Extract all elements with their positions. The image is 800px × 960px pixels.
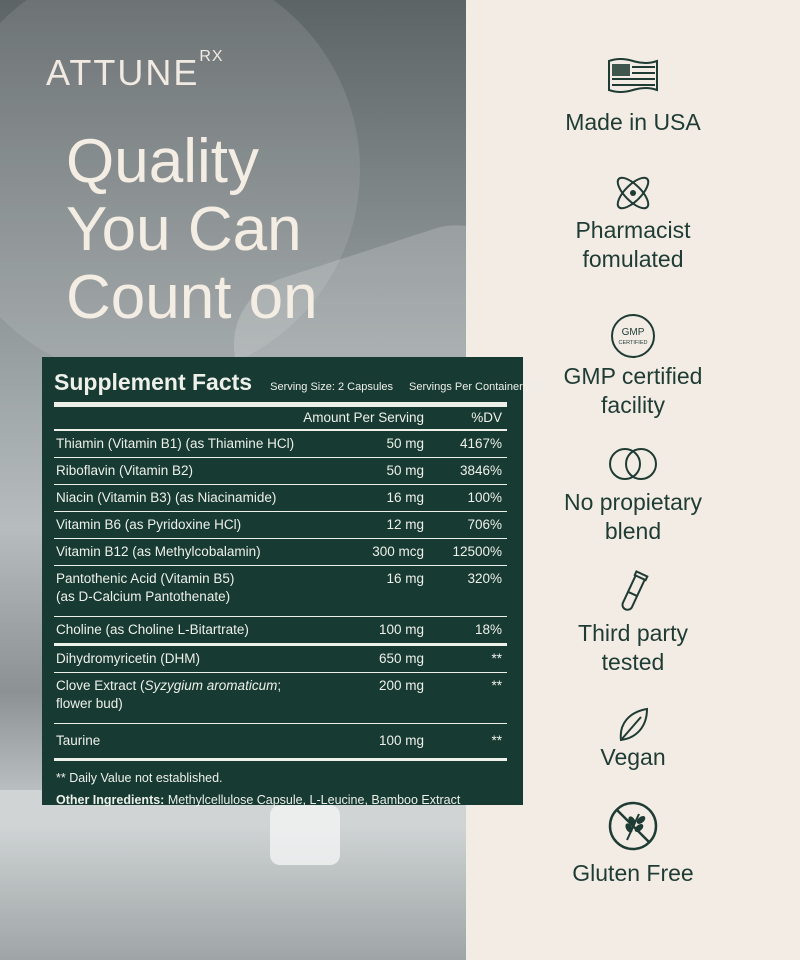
table-row: Niacin (Vitamin B3) (as Niacinamide) 16 mg 100% bbox=[54, 485, 507, 512]
overlapping-circles-icon bbox=[607, 444, 659, 484]
facts-header bbox=[54, 369, 542, 407]
no-wheat-icon bbox=[607, 800, 659, 852]
gmp-certified-icon bbox=[609, 312, 657, 360]
facts-title: Supplement Facts bbox=[54, 369, 253, 395]
facts-column-header bbox=[54, 407, 507, 431]
other-ingredients: Other Ingredients: Methylcellulose Capsule, L-Leucine, Bamboo Extract bbox=[56, 793, 461, 807]
headline-line: You Can bbox=[66, 195, 302, 264]
us-flag-icon bbox=[606, 56, 660, 96]
table-row: Clove Extract (Syzygium aromaticum; flower bud) 200 mg ** bbox=[54, 673, 507, 724]
supplement-facts-panel bbox=[42, 357, 542, 807]
serving-size: Serving Size: 2 Capsules bbox=[270, 381, 394, 393]
daily-value-note: ** Daily Value not established. bbox=[56, 771, 223, 785]
amount-header: Amount Per Serving bbox=[303, 410, 424, 425]
atom-icon bbox=[610, 170, 656, 216]
table-row: Choline (as Choline L-Bitartrate) 100 mg 18% bbox=[54, 617, 507, 646]
headline-line: Count on bbox=[66, 263, 318, 332]
headline-line: Quality bbox=[66, 127, 259, 196]
vial-cap-blur bbox=[270, 805, 340, 865]
dv-header: %DV bbox=[471, 410, 502, 425]
lab-tray-blur bbox=[0, 790, 466, 960]
table-row: Vitamin B12 (as Methylcobalamin) 300 mcg 12500% bbox=[54, 539, 507, 566]
test-tube-icon bbox=[613, 570, 653, 616]
table-row: Riboflavin (Vitamin B2) 50 mg 3846% bbox=[54, 458, 507, 485]
brand-logo: $ATTUNE^{RX}$ bbox=[46, 48, 224, 93]
servings-per-container: Servings Per Container: 20 bbox=[409, 381, 542, 393]
svg-text:GMP: GMP bbox=[621, 327, 645, 338]
svg-text:CERTIFIED: CERTIFIED bbox=[618, 340, 648, 346]
leaf-icon bbox=[615, 706, 651, 744]
feature-list: Made in USA Pharmacist fomulated GMP CERTIFIED GMP certified facility No propietary blend Third party tested Vegan Gluten Free bbox=[466, 0, 800, 960]
table-row: Taurine 100 mg ** bbox=[54, 724, 507, 761]
table-row: Dihydromyricetin (DHM) 650 mg ** bbox=[54, 646, 507, 673]
table-row: Pantothenic Acid (Vitamin B5) (as D-Calcium Pantothenate) 16 mg 320% bbox=[54, 566, 507, 617]
table-row: Vitamin B6 (as Pyridoxine HCl) 12 mg 706% bbox=[54, 512, 507, 539]
headline bbox=[66, 128, 456, 332]
table-row: Thiamin (Vitamin B1) (as Thiamine HCl) 50 mg 4167% bbox=[54, 431, 507, 458]
